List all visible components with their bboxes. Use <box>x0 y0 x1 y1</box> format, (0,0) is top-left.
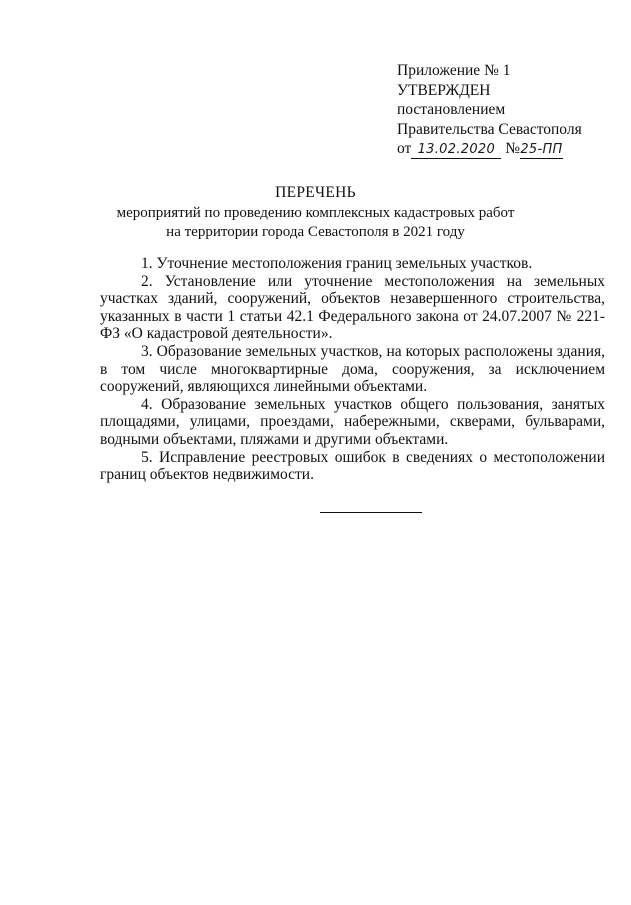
subtitle-line-1: мероприятий по проведению комплексных кадастровых работ <box>116 205 515 221</box>
document-subtitle <box>0 204 631 241</box>
list-item: 3. Образование земельных участков, на которых расположены здания, в том числе многоквартирные дома, сооружения, за исключением сооружений, являющихся линейными объектами. <box>100 342 605 396</box>
document-title: ПЕРЕЧЕНЬ <box>275 184 356 201</box>
list-item: 5. Исправление реестровых ошибок в сведениях о местоположении границ объектов недвижимости. <box>100 448 605 484</box>
handwritten-date: 13.02.2020 <box>411 142 501 159</box>
list-item: 2. Установление или уточнение местоположения на земельных участках зданий, сооружений, объектов незавершенного строительства, указанных в части 1 статьи 42.1 Федерального закона от 24.07.2007 № 221-ФЗ «О кадастровой деятельности». <box>100 272 605 343</box>
subtitle-line-2: на территории города Севастополя в 2021 году <box>166 223 465 240</box>
resolution-label: постановлением <box>397 101 506 118</box>
end-separator-line <box>320 512 422 513</box>
handwritten-number: 25-ПП <box>520 142 563 157</box>
list-item: 1. Уточнение местоположения границ земельных участков. <box>141 255 533 272</box>
appendix-label: Приложение № 1 <box>397 62 511 79</box>
approved-label: УТВЕРЖДЕН <box>397 81 491 99</box>
approval-block <box>397 61 622 159</box>
date-prefix: от <box>397 140 412 157</box>
government-label: Правительства Севастополя <box>397 120 582 138</box>
list-item: 4. Образование земельных участков общего пользования, занятых площадями, улицами, проездами, набережными, скверами, бульварами, водными объектами, пляжами и другими объектами. <box>100 395 605 448</box>
measures-list <box>100 255 605 484</box>
date-number-line <box>397 139 622 159</box>
number-prefix: № <box>505 140 520 157</box>
